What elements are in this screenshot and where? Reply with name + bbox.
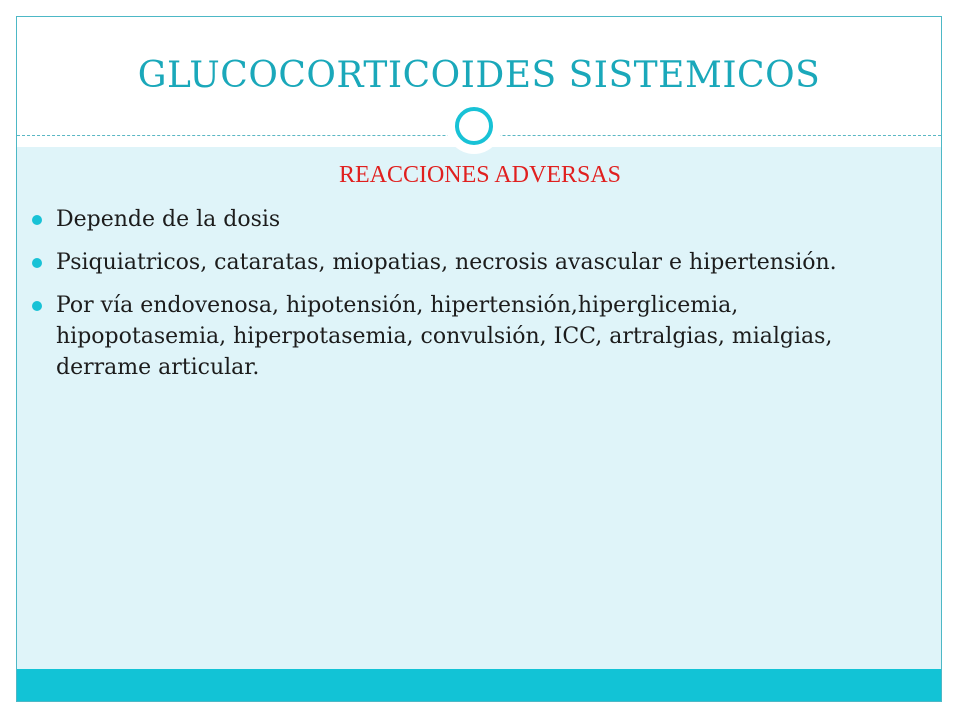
bullet-text: Por vía endovenosa, hipotensión, hipertensión,hiperglicemia, hipopotasemia, hiperpotasemia, convulsión, ICC, artralgias, mialgias, derrame articular. bbox=[56, 293, 833, 380]
bullet-item bbox=[30, 204, 870, 235]
bullet-list bbox=[30, 204, 870, 395]
slide-subtitle: REACCIONES ADVERSAS bbox=[338, 162, 622, 188]
bullet-dot-icon bbox=[32, 215, 42, 225]
bullet-item bbox=[30, 247, 870, 278]
bullet-text: Depende de la dosis bbox=[56, 207, 281, 232]
slide-title: GLUCOCORTICOIDES SISTEMICOS bbox=[137, 55, 821, 96]
bullet-dot-icon bbox=[32, 301, 42, 311]
bottom-band bbox=[17, 669, 941, 701]
circle-ring-icon bbox=[446, 98, 502, 154]
bullet-dot-icon bbox=[32, 258, 42, 268]
bullet-item bbox=[30, 290, 870, 383]
ring-shape bbox=[455, 107, 493, 145]
bullet-text: Psiquiatricos, cataratas, miopatias, necrosis avascular e hipertensión. bbox=[56, 250, 837, 275]
